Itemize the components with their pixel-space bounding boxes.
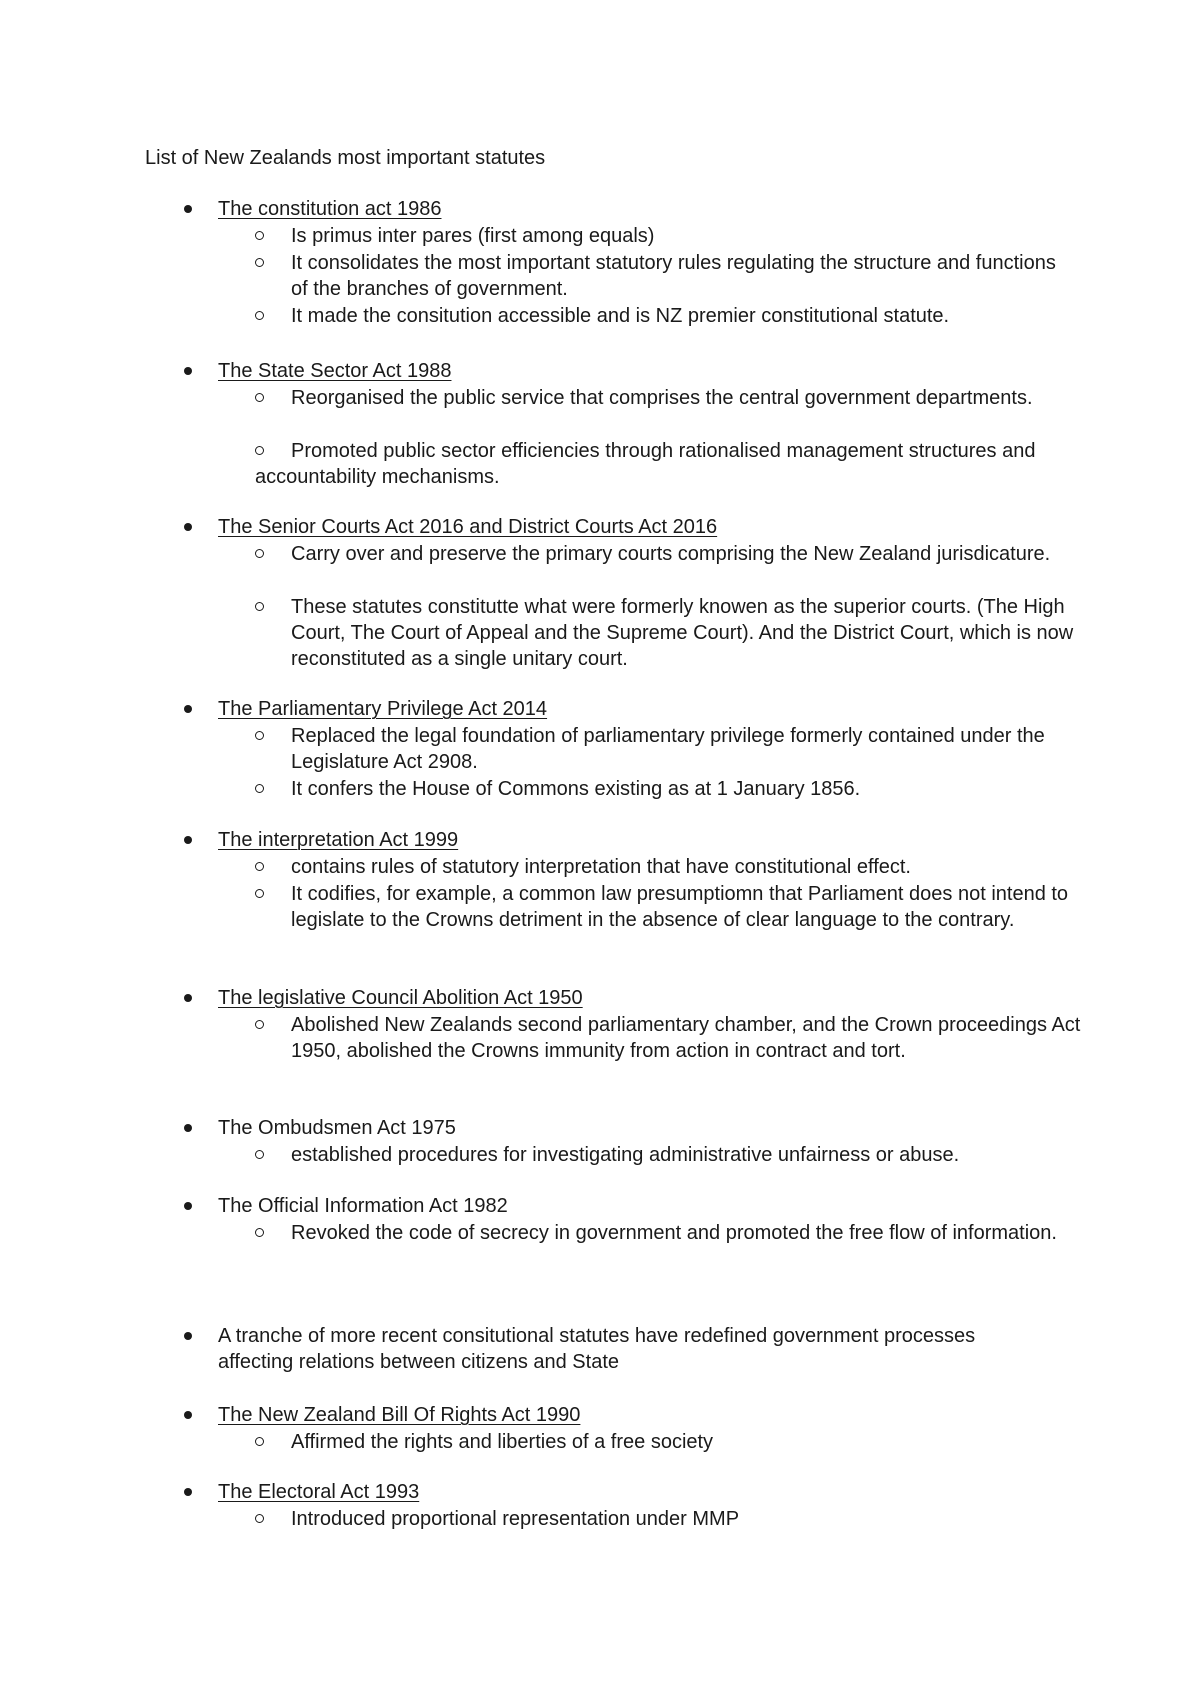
circle-bullet-icon — [255, 862, 264, 871]
bullet-icon — [184, 1488, 192, 1496]
sub-point-text: contains rules of statutory interpretation that have constitutional effect. — [291, 856, 911, 878]
circle-bullet-icon — [255, 1150, 264, 1159]
statute-heading: The Senior Courts Act 2016 and District Courts Act 2016 — [218, 516, 718, 538]
statute-heading: The Electoral Act 1993 — [218, 1481, 420, 1503]
statute-heading: The legislative Council Abolition Act 1950 — [218, 987, 583, 1009]
sub-point-text: It consolidates the most important statutory rules regulating the structure and functions of the branches of government. — [291, 252, 1056, 300]
sub-point-text: Is primus inter pares (first among equals) — [291, 225, 655, 247]
sub-point-text: Replaced the legal foundation of parliamentary privilege formerly contained under the Legislature Act 2908. — [291, 725, 1045, 773]
circle-bullet-icon — [255, 731, 264, 740]
paragraph-text: A tranche of more recent consitutional statutes have redefined government processes affecting relations between citizens and State — [218, 1325, 976, 1373]
sub-point-text: Introduced proportional representation under MMP — [291, 1508, 740, 1530]
circle-bullet-icon — [255, 889, 264, 898]
bullet-icon — [184, 367, 192, 375]
circle-bullet-icon — [255, 258, 264, 267]
statute-heading: The Parliamentary Privilege Act 2014 — [218, 698, 548, 720]
bullet-icon — [184, 1202, 192, 1210]
bullet-icon — [184, 836, 192, 844]
bullet-icon — [184, 523, 192, 531]
statute-heading: The Ombudsmen Act 1975 — [218, 1117, 456, 1139]
statute-heading: The New Zealand Bill Of Rights Act 1990 — [218, 1404, 581, 1426]
sub-point-text: Affirmed the rights and liberties of a free society — [291, 1431, 714, 1453]
sub-point-text: Carry over and preserve the primary courts comprising the New Zealand jurisdicature. — [291, 543, 1051, 565]
circle-bullet-icon — [255, 393, 264, 402]
sub-point-text: It made the consitution accessible and is NZ premier constitutional statute. — [291, 305, 950, 327]
bullet-icon — [184, 1124, 192, 1132]
sub-point-text: Revoked the code of secrecy in government and promoted the free flow of information. — [291, 1222, 1057, 1244]
circle-bullet-icon — [255, 549, 264, 558]
sub-point-text: These statutes constitutte what were formerly knowen as the superior courts. (The High Court, The Court of Appeal and the Supreme Court). And the District Court, which is now reconstituted as a single unitary court. — [291, 596, 1074, 670]
circle-bullet-icon — [255, 1437, 264, 1446]
circle-bullet-icon — [255, 231, 264, 240]
circle-bullet-icon — [255, 602, 264, 611]
sub-point-text: It codifies, for example, a common law presumptiomn that Parliament does not intend to legislate to the Crowns detriment in the absence of clear language to the contrary. — [291, 883, 1069, 931]
statute-heading: The Official Information Act 1982 — [218, 1195, 508, 1217]
sub-point-text: established procedures for investigating administrative unfairness or abuse. — [291, 1144, 960, 1166]
circle-bullet-icon — [255, 311, 264, 320]
document-title: List of New Zealands most important statutes — [145, 147, 546, 169]
sub-point-text: It confers the House of Commons existing as at 1 January 1856. — [291, 778, 861, 800]
bullet-icon — [184, 205, 192, 213]
sub-point-text: Reorganised the public service that comprises the central government departments. — [291, 387, 1033, 409]
circle-bullet-icon — [255, 1020, 264, 1029]
statute-heading: The constitution act 1986 — [218, 198, 442, 220]
statute-heading: The interpretation Act 1999 — [218, 829, 459, 851]
circle-bullet-icon — [255, 1228, 264, 1237]
bullet-icon — [184, 705, 192, 713]
bullet-icon — [184, 1332, 192, 1340]
statute-heading: The State Sector Act 1988 — [218, 360, 452, 382]
circle-bullet-icon — [255, 784, 264, 793]
sub-point-text: Abolished New Zealands second parliamentary chamber, and the Crown proceedings Act 1950, abolished the Crowns immunity from action in contract and tort. — [291, 1014, 1081, 1062]
bullet-icon — [184, 1411, 192, 1419]
circle-bullet-icon — [255, 1514, 264, 1523]
bullet-icon — [184, 994, 192, 1002]
sub-point-text: Promoted public sector efficiencies through rationalised management structures and accountability mechanisms. — [255, 440, 1036, 488]
